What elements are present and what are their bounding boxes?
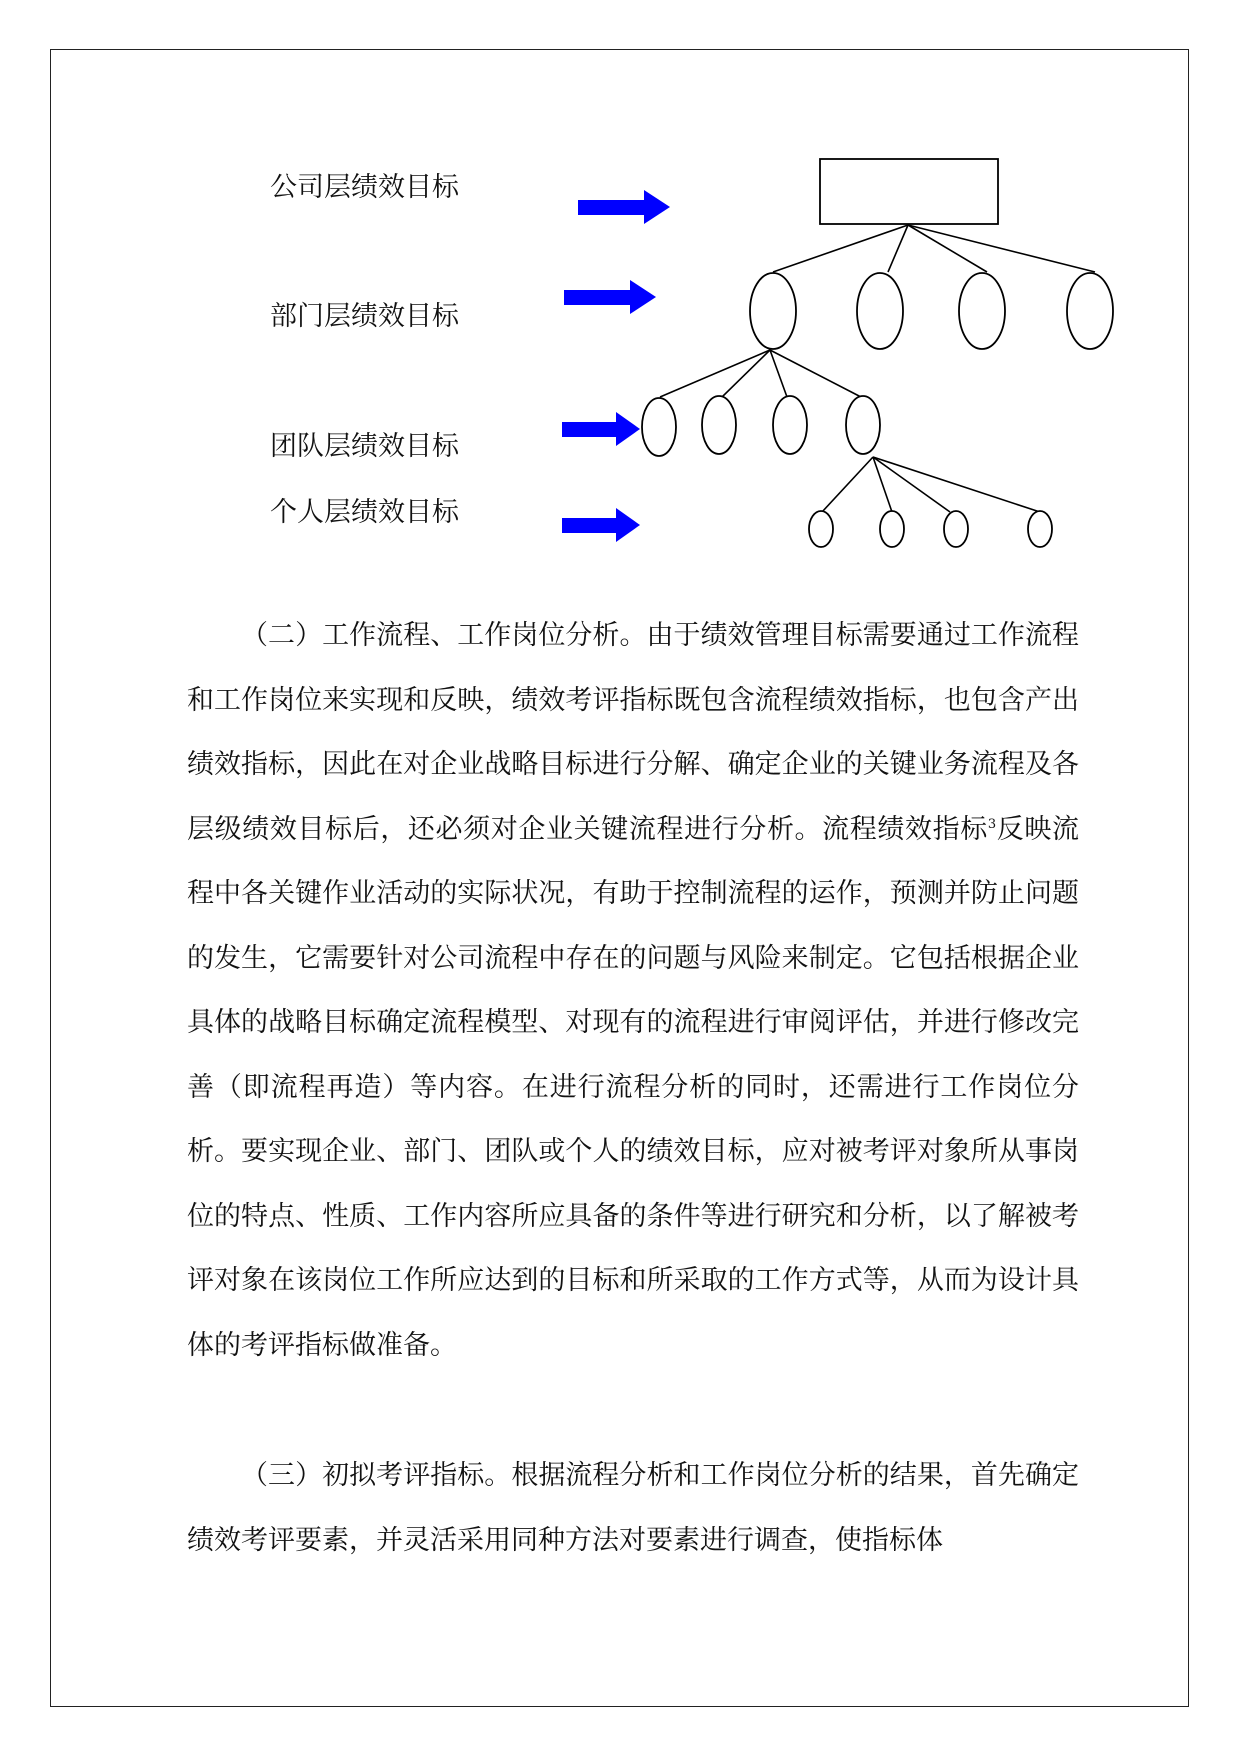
department-node <box>857 273 903 349</box>
level-label-team: 团队层绩效目标 <box>270 431 459 462</box>
arrow-team-icon <box>562 412 640 446</box>
paragraph-section-2 <box>187 604 1079 1378</box>
level-label-department: 部门层绩效目标 <box>270 301 459 332</box>
paragraph-section-3: （三）初拟考评指标。根据流程分析和工作岗位分析的结果，首先确定绩效考评要素，并灵活采用同种方法对要素进行调查，使指标体 <box>187 1460 1079 1556</box>
paragraph-section-2-part1: （二）工作流程、工作岗位分析。由于绩效管理目标需要通过工作流程和工作岗位来实现和反映，绩效考评指标既包含流程绩效指标，也包含产出绩效指标，因此在对企业战略目标进行分解、确定企业的关键业务流程及各层级绩效目标后，还必须对企业关键流程进行分析。流程绩效指标 <box>187 620 1079 845</box>
department-node <box>750 273 796 349</box>
level-label-company: 公司层绩效目标 <box>270 172 459 203</box>
individual-node <box>944 511 968 547</box>
individual-node <box>880 511 904 547</box>
team-node <box>702 396 736 454</box>
team-node <box>773 396 807 454</box>
arrow-individual-icon <box>562 508 640 542</box>
individual-node <box>809 511 833 547</box>
level-label-individual: 个人层绩效目标 <box>270 497 459 528</box>
connector-lines <box>660 225 1095 512</box>
arrow-company-icon <box>578 190 670 224</box>
arrow-department-icon <box>564 280 656 314</box>
company-node <box>820 159 998 224</box>
team-node <box>642 398 676 456</box>
footnote-marker[interactable]: 3 <box>987 816 997 832</box>
department-node <box>959 273 1005 349</box>
goal-hierarchy-diagram <box>0 0 1241 600</box>
paragraph-section-2-part2: 反映流程中各关键作业活动的实际状况，有助于控制流程的运作，预测并防止问题的发生，它需要针对公司流程中存在的问题与风险来制定。它包括根据企业具体的战略目标确定流程模型、对现有的流程进行审阅评估，并进行修改完善（即流程再造）等内容。在进行流程分析的同时，还需进行工作岗位分析。要实现企业、部门、团队或个人的绩效目标，应对被考评对象所从事岗位的特点、性质、工作内容所应具备的条件等进行研究和分析，以了解被考评对象在该岗位工作所应达到的目标和所采取的工作方式等，从而为设计具体的考评指标做准备。 <box>187 813 1080 1361</box>
individual-node <box>1028 511 1052 547</box>
department-node <box>1067 273 1113 349</box>
team-node <box>846 396 880 454</box>
